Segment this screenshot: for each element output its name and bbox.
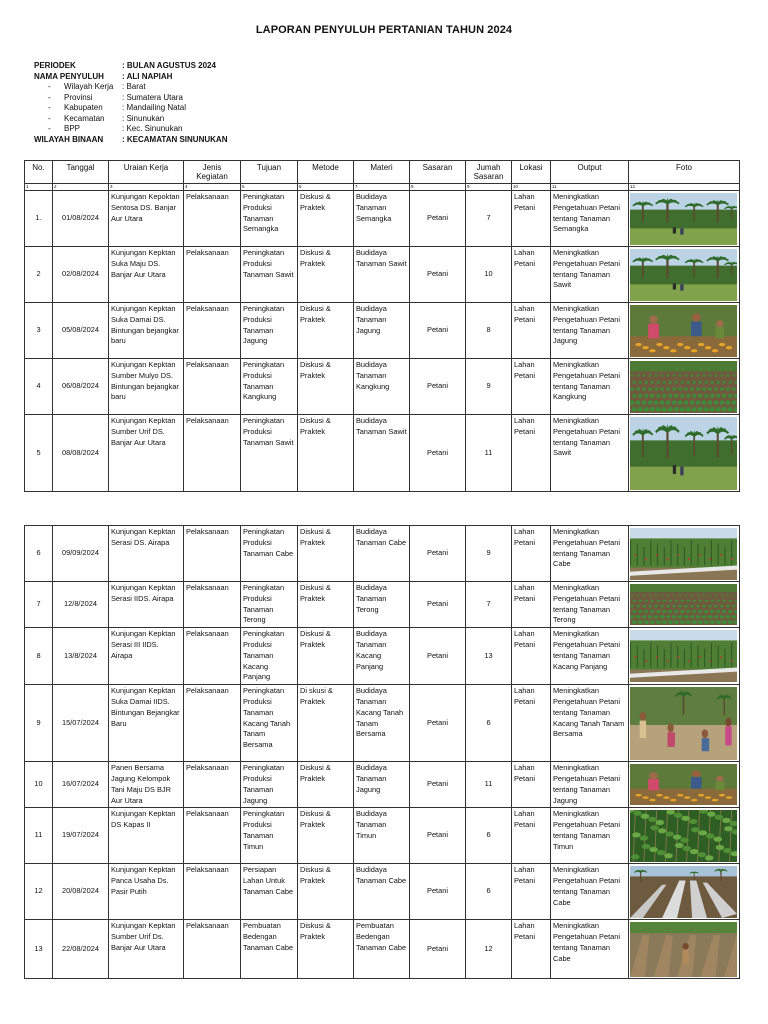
- meta-detail-value: : Barat: [122, 82, 146, 91]
- row-tanggal: 22/08/2024: [53, 920, 109, 979]
- row-lokasi: Lahan Petani: [512, 628, 551, 685]
- row-materi: Budidaya Tanaman Timun: [354, 808, 410, 864]
- meta-bullet: -: [48, 124, 51, 133]
- row-jenis: Pelaksanaan: [184, 808, 241, 864]
- column-number: 10: [512, 184, 551, 191]
- farmers-planting-icon: [630, 687, 737, 760]
- row-uraian: Kunjungan Kepktan Suka Maju DS. Banjar Aur Utara: [109, 247, 184, 303]
- table-row: [25, 685, 740, 762]
- row-materi: Pembuatan Bedengan Tanaman Cabe: [354, 920, 410, 979]
- meta-detail-label: BPP: [64, 124, 81, 133]
- row-output: Meningkatkan Pengetahuan Petani tentang Tanaman Kacang Tanah Tanam Bersama: [551, 685, 629, 762]
- column-number-row: [25, 184, 740, 191]
- column-header: Jumah Sasaran: [466, 161, 512, 184]
- row-lokasi: Lahan Petani: [512, 303, 551, 359]
- row-tujuan: Peningkatan Produksi Tanaman Jagung: [241, 762, 298, 808]
- row-sasaran: Petani: [410, 628, 466, 685]
- row-tanggal: 15/07/2024: [53, 685, 109, 762]
- row-lokasi: Lahan Petani: [512, 247, 551, 303]
- column-header: Materi: [354, 161, 410, 184]
- row-jenis: Pelaksanaan: [184, 359, 241, 415]
- table-row: [25, 762, 740, 808]
- row-materi: Budidaya Tanaman Sawit: [354, 247, 410, 303]
- row-jenis: Pelaksanaan: [184, 628, 241, 685]
- row-tujuan: Peningkatan Produksi Tanaman Cabe: [241, 526, 298, 582]
- report-table-page2: [24, 525, 740, 979]
- row-tanggal: 02/08/2024: [53, 247, 109, 303]
- row-tujuan: Pembuatan Bedengan Tanaman Cabe: [241, 920, 298, 979]
- row-metode: Diskusi & Praktek: [298, 191, 354, 247]
- row-jenis: Pelaksanaan: [184, 247, 241, 303]
- row-foto: [629, 685, 740, 762]
- activity-photo: [630, 361, 738, 413]
- row-tujuan: Peningkatan Produksi Tanaman Kangkung: [241, 359, 298, 415]
- meta-bullet: -: [48, 92, 51, 102]
- activity-photo: [630, 249, 738, 301]
- row-output: Meningkatkan Pengetahuan Petani tentang Tanaman Terong: [551, 582, 629, 628]
- palm-field-icon: [630, 417, 737, 490]
- column-header: Jenis Kegiatan: [184, 161, 241, 184]
- row-sasaran: Petani: [410, 526, 466, 582]
- row-uraian: Kunjungan Kepktan Serasi IIDS. Airapa: [109, 582, 184, 628]
- row-foto: [629, 808, 740, 864]
- corn-harvest-icon: [630, 305, 737, 357]
- row-foto: [629, 628, 740, 685]
- row-materi: Budidaya Tanaman Kangkung: [354, 359, 410, 415]
- row-materi: Budidaya Tanaman Cabe: [354, 864, 410, 920]
- row-sasaran: Petani: [410, 191, 466, 247]
- row-jenis: Pelaksanaan: [184, 582, 241, 628]
- column-number: 4: [184, 184, 241, 191]
- column-number: 6: [298, 184, 354, 191]
- row-jumlah: 9: [466, 526, 512, 582]
- row-tujuan: Peningkatan Produksi Tanaman Kacang Tanah Tanam Bersama: [241, 685, 298, 762]
- soil-beds-icon: [630, 922, 737, 977]
- column-number: 2: [53, 184, 109, 191]
- row-materi: Budidaya Tanaman Kacang Panjang: [354, 628, 410, 685]
- row-uraian: Kunjungan Kepktan DS Kapas II: [109, 808, 184, 864]
- row-uraian: Kunjungan Kepktan Panca Usaha Ds. Pasir Putih: [109, 864, 184, 920]
- row-sasaran: Petani: [410, 359, 466, 415]
- row-metode: Diskusi & Praktek: [298, 582, 354, 628]
- row-jumlah: 8: [466, 303, 512, 359]
- column-header: Output: [551, 161, 629, 184]
- table-row: [25, 582, 740, 628]
- row-no: 3: [25, 303, 53, 359]
- vegetable-rows-icon: [630, 361, 737, 413]
- row-metode: Diskusi & Praktek: [298, 762, 354, 808]
- column-number: 3: [109, 184, 184, 191]
- row-jumlah: 6: [466, 864, 512, 920]
- row-sasaran: Petani: [410, 920, 466, 979]
- cucumber-vines-icon: [630, 810, 737, 862]
- meta-detail-value: : Sumatera Utara: [122, 92, 183, 102]
- row-no: 13: [25, 920, 53, 979]
- meta-detail-label: Kabupaten: [64, 103, 103, 112]
- row-lokasi: Lahan Petani: [512, 762, 551, 808]
- table-row: [25, 247, 740, 303]
- row-lokasi: Lahan Petani: [512, 526, 551, 582]
- row-foto: [629, 864, 740, 920]
- activity-photo: [630, 764, 738, 805]
- row-tanggal: 01/08/2024: [53, 191, 109, 247]
- row-jumlah: 6: [466, 685, 512, 762]
- row-tujuan: Peningkatan Produksi Tanaman Kacang Panjang: [241, 628, 298, 685]
- table-row: [25, 303, 740, 359]
- table-row: [25, 191, 740, 247]
- row-jumlah: 10: [466, 247, 512, 303]
- row-lokasi: Lahan Petani: [512, 920, 551, 979]
- row-output: Meningkatkan Pengetahuan Petani tentang Tanaman Jagung: [551, 303, 629, 359]
- column-header: No.: [25, 161, 53, 184]
- column-number: 8: [410, 184, 466, 191]
- row-uraian: Kunjungan Kepktan Suka Damai IIDS. Bintungan Bejangkar Baru: [109, 685, 184, 762]
- row-output: Meningkatkan Pengetahuan Petani tentang Tanaman Timun: [551, 808, 629, 864]
- row-uraian: Panen Bersama Jagung Kelompok Tani Maju DS BJR Aur Utara: [109, 762, 184, 808]
- row-no: 7: [25, 582, 53, 628]
- mulch-beds-icon: [630, 866, 737, 918]
- column-number: 11: [551, 184, 629, 191]
- row-lokasi: Lahan Petani: [512, 415, 551, 492]
- row-jumlah: 11: [466, 762, 512, 808]
- row-materi: Budidaya Tanaman Semangka: [354, 191, 410, 247]
- activity-photo: [630, 528, 738, 580]
- row-metode: Diskusi & Praktek: [298, 247, 354, 303]
- table-row: [25, 808, 740, 864]
- meta-bullet: -: [48, 82, 51, 91]
- row-no: 9: [25, 685, 53, 762]
- row-uraian: Kunjungan Kepktan Sumber Urif Ds. Banjar Aur Utara: [109, 920, 184, 979]
- row-no: 8: [25, 628, 53, 685]
- meta-bullet: -: [48, 113, 51, 123]
- row-jenis: Pelaksanaan: [184, 864, 241, 920]
- table-row: [25, 415, 740, 492]
- row-jumlah: 7: [466, 191, 512, 247]
- row-no: 10: [25, 762, 53, 808]
- row-output: Meningkatkan Pengetahuan Petani tentang Tanaman Semangka: [551, 191, 629, 247]
- meta-detail-row: [34, 103, 227, 114]
- row-sasaran: Petani: [410, 808, 466, 864]
- row-metode: Diskusi & Praktek: [298, 808, 354, 864]
- chili-plants-icon: [630, 630, 737, 682]
- row-metode: Diskusi & Praktek: [298, 359, 354, 415]
- row-jenis: Pelaksanaan: [184, 303, 241, 359]
- row-tujuan: Peningkatan Produksi Tanaman Timun: [241, 808, 298, 864]
- row-lokasi: Lahan Petani: [512, 191, 551, 247]
- row-tanggal: 16/07/2024: [53, 762, 109, 808]
- column-header: Uraian Kerja: [109, 161, 184, 184]
- meta-detail-label: Wilayah Kerja: [64, 82, 114, 91]
- row-tanggal: 05/08/2024: [53, 303, 109, 359]
- row-no: 12: [25, 864, 53, 920]
- row-foto: [629, 526, 740, 582]
- row-metode: Diskusi & Praktek: [298, 628, 354, 685]
- row-jenis: Pelaksanaan: [184, 415, 241, 492]
- row-metode: Diskusi & Praktek: [298, 415, 354, 492]
- row-output: Meningkatkan Pengetahuan Petani tentang Tanaman Sawit: [551, 247, 629, 303]
- row-output: Meningkatkan Pengetahuan Petani tentang Tanaman Kangkung: [551, 359, 629, 415]
- activity-photo: [630, 866, 738, 918]
- row-metode: Di skusi & Praktek: [298, 685, 354, 762]
- row-tujuan: Peningkatan Produksi Tanaman Sawit: [241, 247, 298, 303]
- vegetable-rows-icon: [630, 584, 737, 625]
- row-output: Meningkatkan Pengetahuan Petani tentang Tanaman Jagung: [551, 762, 629, 808]
- row-uraian: Kunjungan Kepoktan Sentosa DS. Banjar Aur Utara: [109, 191, 184, 247]
- column-number: 7: [354, 184, 410, 191]
- report-title: LAPORAN PENYULUH PERTANIAN TAHUN 2024: [255, 24, 513, 36]
- column-header: Tanggal: [53, 161, 109, 184]
- row-foto: [629, 582, 740, 628]
- chili-plants-icon: [630, 528, 737, 580]
- row-lokasi: Lahan Petani: [512, 685, 551, 762]
- row-sasaran: Petani: [410, 303, 466, 359]
- activity-photo: [630, 305, 738, 357]
- row-sasaran: Petani: [410, 762, 466, 808]
- row-materi: Budidaya Tanaman Sawit: [354, 415, 410, 492]
- row-tanggal: 13/8/2024: [53, 628, 109, 685]
- row-materi: Budidaya Tanaman Terong: [354, 582, 410, 628]
- meta-nama-penyuluh: NAMA PENYULUH : ALI NAPIAH: [34, 71, 173, 81]
- row-lokasi: Lahan Petani: [512, 359, 551, 415]
- palm-field-icon: [630, 193, 737, 245]
- row-output: Meningkatkan Pengetahuan Petani tentang Tanaman Sawit: [551, 415, 629, 492]
- row-foto: [629, 303, 740, 359]
- row-no: 4: [25, 359, 53, 415]
- column-number: 9: [466, 184, 512, 191]
- meta-periodek: PERIODEK : BULAN AGUSTUS 2024: [34, 61, 216, 70]
- row-sasaran: Petani: [410, 582, 466, 628]
- row-foto: [629, 359, 740, 415]
- palm-field-icon: [630, 249, 737, 301]
- table-row: [25, 526, 740, 582]
- activity-photo: [630, 193, 738, 245]
- row-sasaran: Petani: [410, 415, 466, 492]
- row-foto: [629, 247, 740, 303]
- row-lokasi: Lahan Petani: [512, 864, 551, 920]
- row-metode: Diskusi & Praktek: [298, 303, 354, 359]
- row-uraian: Kunjungan Kepktan Suka Damai DS. Bintungan bejangkar baru: [109, 303, 184, 359]
- activity-photo: [630, 687, 738, 760]
- row-tujuan: Peningkatan Produksi Tanaman Sawit: [241, 415, 298, 492]
- corn-harvest-icon: [630, 764, 737, 805]
- column-number: 1: [25, 184, 53, 191]
- row-output: Meningkatkan Pengetahuan Petani tentang Tanaman Cabe: [551, 864, 629, 920]
- row-jenis: Pelaksanaan: [184, 526, 241, 582]
- column-header: Lokasi: [512, 161, 551, 184]
- meta-detail-value: : Sinunukan: [122, 113, 165, 123]
- report-meta: [34, 61, 227, 145]
- row-foto: [629, 920, 740, 979]
- meta-detail-row: [34, 82, 227, 93]
- column-header: Foto: [629, 161, 740, 184]
- row-materi: Budidaya Tanaman Jagung: [354, 303, 410, 359]
- row-no: 11: [25, 808, 53, 864]
- row-tanggal: 12/8/2024: [53, 582, 109, 628]
- row-jenis: Pelaksanaan: [184, 685, 241, 762]
- row-lokasi: Lahan Petani: [512, 808, 551, 864]
- row-no: 5: [25, 415, 53, 492]
- row-tanggal: 19/07/2024: [53, 808, 109, 864]
- column-number: 12: [629, 184, 740, 191]
- meta-detail-value: : Mandailing Natal: [122, 103, 187, 112]
- row-tujuan: Peningkatan Produksi Tanaman Semangka: [241, 191, 298, 247]
- activity-photo: [630, 810, 738, 862]
- row-uraian: Kunjungan Kepktan Sumber Urif DS. Banjar Aur Utara: [109, 415, 184, 492]
- report-table-page1: [24, 160, 740, 492]
- row-tanggal: 06/08/2024: [53, 359, 109, 415]
- row-jumlah: 11: [466, 415, 512, 492]
- row-uraian: Kunjungan Kepktan Serasi DS. Airapa: [109, 526, 184, 582]
- table-row: [25, 920, 740, 979]
- row-tujuan: Peningkatan Produksi Tanaman Terong: [241, 582, 298, 628]
- activity-photo: [630, 417, 738, 490]
- meta-detail-label: Provinsi: [64, 92, 93, 102]
- row-tanggal: 08/08/2024: [53, 415, 109, 492]
- row-metode: Diskusi & Praktek: [298, 864, 354, 920]
- activity-photo: [630, 922, 738, 977]
- activity-photo: [630, 630, 738, 682]
- meta-detail-value: : Kec. Sinunukan: [122, 124, 183, 133]
- column-header: Tujuan: [241, 161, 298, 184]
- meta-detail-row: [34, 114, 227, 125]
- table-row: [25, 864, 740, 920]
- table-header-row: [25, 161, 740, 184]
- row-materi: Budidaya Tanaman Cabe: [354, 526, 410, 582]
- row-output: Meningkatkan Pengetahuan Petani tentang Tanaman Cabe: [551, 526, 629, 582]
- row-tanggal: 09/09/2024: [53, 526, 109, 582]
- row-jenis: Pelaksanaan: [184, 762, 241, 808]
- meta-bullet: -: [48, 103, 51, 112]
- meta-detail-row: [34, 124, 227, 135]
- row-tanggal: 20/08/2024: [53, 864, 109, 920]
- row-jumlah: 13: [466, 628, 512, 685]
- row-output: Meningkatkan Pengetahuan Petani tentang Tanaman Kacang Panjang: [551, 628, 629, 685]
- row-jumlah: 6: [466, 808, 512, 864]
- row-jumlah: 12: [466, 920, 512, 979]
- row-sasaran: Petani: [410, 247, 466, 303]
- table-row: [25, 628, 740, 685]
- column-header: Metode: [298, 161, 354, 184]
- table-row: [25, 359, 740, 415]
- row-output: Meningkatkan Pengetahuan Petani tentang Tanaman Cabe: [551, 920, 629, 979]
- row-lokasi: Lahan Petani: [512, 582, 551, 628]
- row-foto: [629, 415, 740, 492]
- column-header: Sasaran: [410, 161, 466, 184]
- row-materi: Budidaya Tanaman Kacang Tanah Tanam Bersama: [354, 685, 410, 762]
- meta-detail-label: Kecamatan: [64, 113, 105, 123]
- row-jumlah: 7: [466, 582, 512, 628]
- activity-photo: [630, 584, 738, 625]
- row-tujuan: Persiapan Lahan Untuk Tanaman Cabe: [241, 864, 298, 920]
- row-no: 6: [25, 526, 53, 582]
- row-sasaran: Petani: [410, 685, 466, 762]
- row-metode: Diskusi & Praktek: [298, 526, 354, 582]
- column-number: 5: [241, 184, 298, 191]
- row-uraian: Kunjungan Kepktan Sumber Mulyo DS. Bintungan bejangkar baru: [109, 359, 184, 415]
- row-jenis: Pelaksanaan: [184, 920, 241, 979]
- row-foto: [629, 762, 740, 808]
- row-jumlah: 9: [466, 359, 512, 415]
- row-metode: Diskusi & Praktek: [298, 920, 354, 979]
- row-no: 2: [25, 247, 53, 303]
- meta-detail-row: [34, 93, 227, 104]
- row-sasaran: Petani: [410, 864, 466, 920]
- meta-wilayah-binaan: WILAYAH BINAAN : KECAMATAN SINUNUKAN: [34, 134, 228, 144]
- row-jenis: Pelaksanaan: [184, 191, 241, 247]
- row-materi: Budidaya Tanaman Jagung: [354, 762, 410, 808]
- row-no: 1.: [25, 191, 53, 247]
- row-tujuan: Peningkatan Produksi Tanaman Jagung: [241, 303, 298, 359]
- meta-details: [34, 82, 227, 135]
- row-uraian: Kunjungan Kepktan Serasi III IIDS. Airapa: [109, 628, 184, 685]
- row-foto: [629, 191, 740, 247]
